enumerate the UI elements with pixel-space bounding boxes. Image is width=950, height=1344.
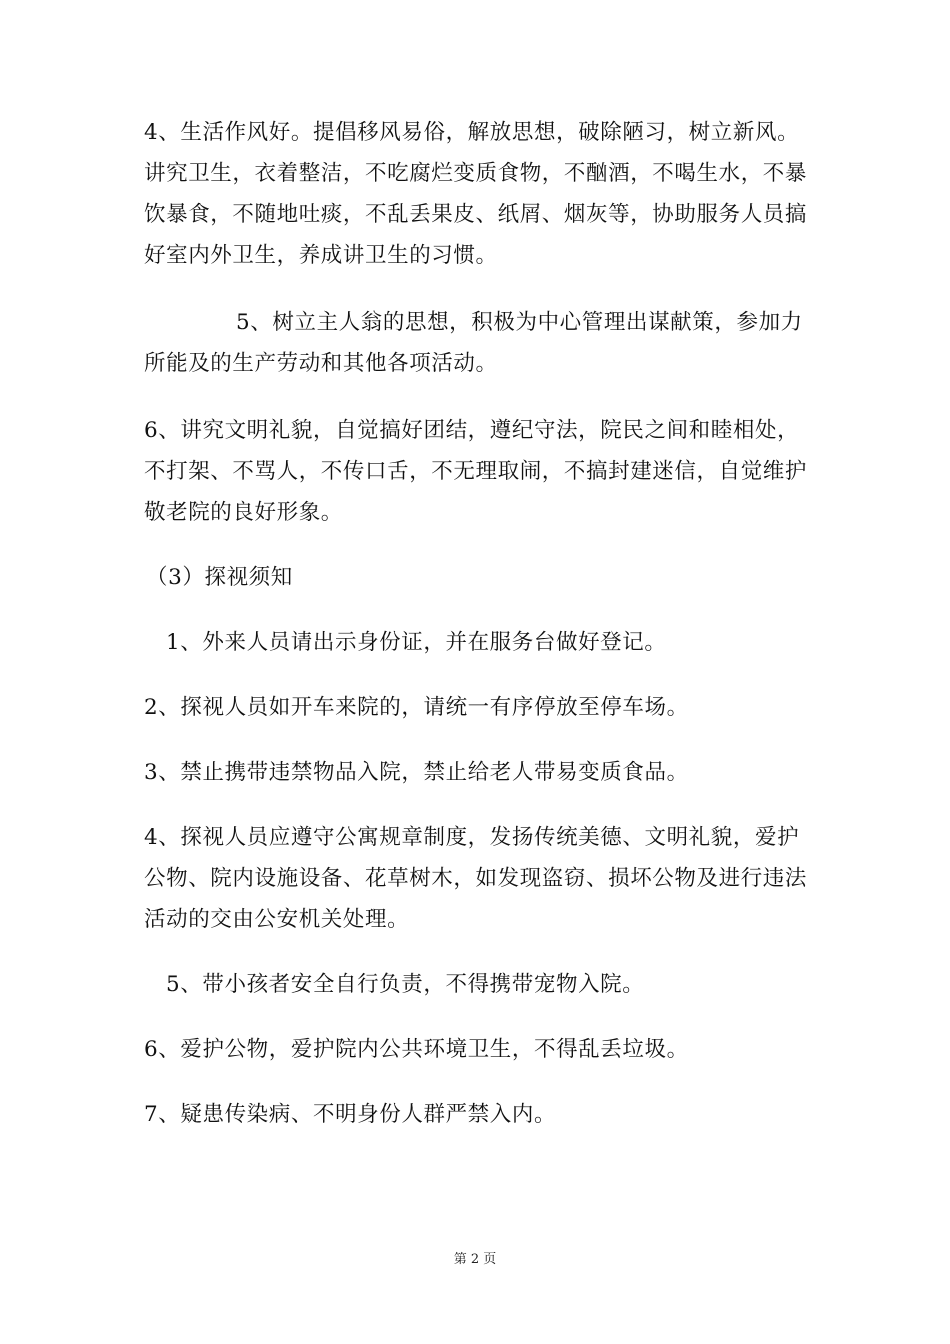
visit-rule-2: 2、探视人员如开车来院的，请统一有序停放至停车场。 — [144, 695, 689, 720]
paragraph-4-lifestyle: 4、生活作风好。提倡移风易俗，解放思想，破除陋习，树立新风。讲究卫生，衣着整洁，不吃腐烂变质食物，不酗酒，不喝生水，不暴饮暴食，不随地吐痰，不乱丢果皮、纸屑、烟灰等，协助服务人员搞好室内外卫生，养成讲卫生的习惯。 — [144, 120, 808, 268]
visit-rule-5: 5、带小孩者安全自行负责，不得携带宠物入院。 — [166, 972, 645, 997]
visit-rule-3: 3、禁止携带违禁物品入院，禁止给老人带易变质食品。 — [144, 760, 689, 785]
paragraph-6-courtesy: 6、讲究文明礼貌，自觉搞好团结，遵纪守法，院民之间和睦相处，不打架、不骂人，不传口舌，不无理取闹，不搞封建迷信，自觉维护敬老院的良好形象。 — [144, 418, 808, 525]
section-heading-visit-notice: （3）探视须知 — [146, 565, 293, 590]
visit-rule-6: 6、爱护公物，爱护院内公共环境卫生，不得乱丢垃圾。 — [144, 1037, 689, 1062]
visit-rule-4: 4、探视人员应遵守公寓规章制度，发扬传统美德、文明礼貌，爱护公物、院内设施设备、花草树木，如发现盗窃、损坏公物及进行违法活动的交由公安机关处理。 — [144, 825, 808, 932]
visit-rule-7: 7、疑患传染病、不明身份人群严禁入内。 — [144, 1102, 557, 1127]
document-body — [144, 112, 814, 1135]
visit-rule-1: 1、外来人员请出示身份证，并在服务台做好登记。 — [166, 630, 667, 655]
paragraph-5-ownership: 5、树立主人翁的思想，积极为中心管理出谋献策，参加力所能及的生产劳动和其他各项活动。 — [144, 310, 803, 376]
page-number: 第 2 页 — [453, 1252, 497, 1267]
